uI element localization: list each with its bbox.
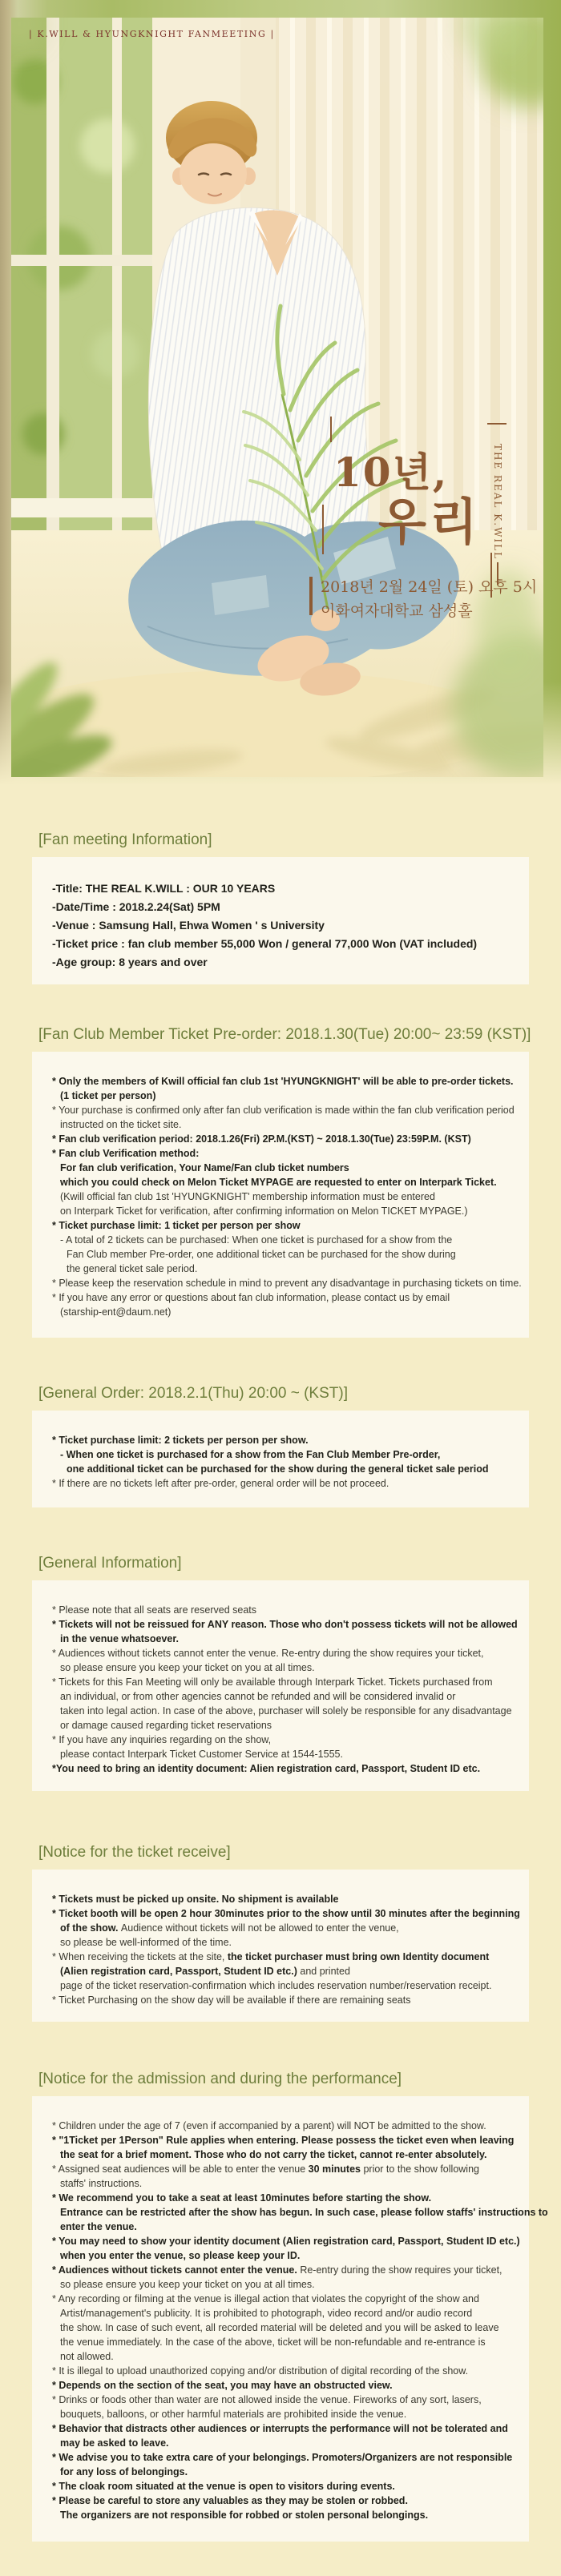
section-line: in the venue whatsoever.	[60, 1633, 179, 1644]
section-line: instructed on the ticket site.	[60, 1119, 182, 1130]
section-line: enter the venue.	[60, 2221, 137, 2232]
date-accent-bar	[309, 577, 313, 615]
section-heading: [Notice for the ticket receive]	[38, 1844, 231, 1861]
section-line: * Please note that all seats are reserved seats	[52, 1604, 257, 1616]
section-line: or damage caused regarding ticket reservations	[60, 1720, 272, 1731]
title-accent-mark	[322, 505, 324, 554]
section-heading: [Notice for the admission and during the performance]	[38, 2071, 402, 2087]
section-heading: [General Information]	[38, 1555, 182, 1572]
section-box	[32, 1411, 529, 1507]
section-line: bouquets, balloons, or other harmful materials are prohibited inside the venue.	[60, 2409, 407, 2420]
section-line: taken into legal action. In case of the above, purchaser will solely be responsible for any disadvantage	[60, 1705, 512, 1717]
section-line: Entrance can be restricted after the show has begun. In such case, please follow staffs' instructions to	[60, 2207, 548, 2218]
section-line: * Please be careful to store any valuables as they may be stolen or robbed.	[52, 2495, 408, 2506]
section-line: on Interpark Ticket for verification, after confirming information on Melon TICKET MYPAGE.)	[60, 1205, 468, 1217]
section-line: the seat for a brief moment. Those who do not carry the ticket, cannot re-enter absolutely.	[60, 2149, 487, 2160]
section-line: * Tickets will not be reissued for ANY reason. Those who don't possess tickets will not be allowed	[52, 1619, 518, 1630]
section-line: * Ticket purchase limit: 2 tickets per person per show.	[52, 1435, 309, 1446]
section-line: -Venue : Samsung Hall, Ehwa Women ' s University	[52, 919, 325, 932]
section-line: so please ensure you keep your ticket on you at all times.	[60, 1662, 315, 1673]
section-line: * Drinks or foods other than water are not allowed inside the venue. Fireworks of any sort, lasers,	[52, 2394, 482, 2405]
section-line: when you enter the venue, so please keep your ID.	[60, 2250, 301, 2261]
section-line: * Assigned seat audiences will be able to enter the venue 30 minutes prior to the show following	[52, 2163, 479, 2175]
section-line: * Audiences without tickets cannot enter the venue. Re-entry during the show requires your ticket,	[52, 2264, 502, 2276]
section-line: which you could check on Melon Ticket MYPAGE are requested to enter on Interpark Ticket.	[60, 1177, 497, 1188]
section-heading: [General Order: 2018.2.1(Thu) 20:00 ~ (KST)]	[38, 1385, 348, 1402]
section-box	[32, 857, 529, 984]
section-line: - When one ticket is purchased for a show from the Fan Club Member Pre-order,	[60, 1449, 441, 1460]
section-heading: [Fan meeting Information]	[38, 831, 212, 848]
section-line: the show. In case of such event, all recorded material will be deleted and you will be asked to leave	[60, 2322, 499, 2333]
section-line: * If you have any error or questions about fan club information, please contact us by email	[52, 1292, 450, 1303]
section-line: * It is illegal to upload unauthorized copying and/or distribution of digital recording of the show.	[52, 2365, 469, 2377]
section-line: -Title: THE REAL K.WILL : OUR 10 YEARS	[52, 882, 276, 895]
section-line: staffs' instructions.	[60, 2178, 143, 2189]
poster-side-title: THE REAL K.WILL	[492, 444, 503, 561]
section-line: the general ticket sale period.	[67, 1263, 198, 1274]
poster-title-line2: 우리	[378, 493, 481, 551]
section-line: * Behavior that distracts other audiences or interrupts the performance will not be tolerated and	[52, 2423, 508, 2434]
section-line: * We recommend you to take a seat at least 10minutes before starting the show.	[52, 2192, 432, 2204]
section-line: * Fan club verification period: 2018.1.26(Fri) 2P.M.(KST) ~ 2018.1.30(Tue) 23:59P.M. (KST)	[52, 1133, 471, 1145]
section-box	[32, 1052, 529, 1338]
section-line: * Children under the age of 7 (even if accompanied by a parent) will NOT be admitted to the show.	[52, 2120, 486, 2131]
section-line: (Kwill official fan club 1st 'HYUNGKNIGHT' membership information must be entered	[60, 1191, 435, 1202]
section-box	[32, 1580, 529, 1791]
section-heading: [Fan Club Member Ticket Pre-order: 2018.1.30(Tue) 20:00~ 23:59 (KST)]	[38, 1026, 531, 1043]
section-line: * "1Ticket per 1Person" Rule applies when entering. Please possess the ticket even when leaving	[52, 2135, 515, 2146]
section-line: * Please keep the reservation schedule in mind to prevent any disadvantage in purchasing tickets on time.	[52, 1278, 522, 1289]
poster-date-line1: 2018년 2월 24일 (토) 오후 5시	[321, 578, 538, 596]
section-line: The organizers are not responsible for robbed or stolen personal belongings.	[60, 2510, 429, 2521]
section-line: -Ticket price : fan club member 55,000 Won / general 77,000 Won (VAT included)	[52, 937, 478, 950]
section-line: so please ensure you keep your ticket on you at all times.	[60, 2279, 315, 2290]
fanmeeting-poster	[11, 18, 543, 777]
section-line: an individual, or from other agencies cannot be refunded and will be considered invalid or	[60, 1691, 456, 1702]
section-line: * Depends on the section of the seat, you may have an obstructed view.	[52, 2380, 393, 2391]
section-line: * You may need to show your identity document (Alien registration card, Passport, Student ID etc.)	[52, 2236, 520, 2247]
poster-title-line1: 10년,	[333, 449, 449, 496]
section-line: Fan Club member Pre-order, one additional ticket can be purchased for the show during	[67, 1249, 456, 1260]
section-line: * When receiving the tickets at the site, the ticket purchaser must bring own Identity document	[52, 1951, 490, 1962]
page-backdrop	[0, 0, 561, 793]
section-line: Artist/management's publicity. It is prohibited to photograph, video record and/or audio record	[60, 2308, 473, 2319]
section-line: * Audiences without tickets cannot enter the venue. Re-entry during the show requires your ticket,	[52, 1648, 484, 1659]
section-line: -Date/Time : 2018.2.24(Sat) 5PM	[52, 900, 220, 913]
poster-banner: | K.WILL & HYUNGKNIGHT FANMEETING |	[29, 29, 275, 39]
section-line: not allowed.	[60, 2351, 114, 2362]
section-line: the venue immediately. In the case of the above, ticket will be non-refundable and re-entrance is	[60, 2337, 486, 2348]
bottom-spacer	[0, 2542, 561, 2576]
section-line: For fan club verification, Your Name/Fan club ticket numbers	[60, 1162, 349, 1173]
section-line: * Tickets for this Fan Meeting will only be available through Interpark Ticket. Tickets purchased from	[52, 1676, 493, 1688]
title-accent-mark	[487, 423, 507, 425]
section-line: * Any recording or filming at the venue is illegal action that violates the copyright of the show and	[52, 2293, 479, 2304]
section-line: one additional ticket can be purchased for the show during the general ticket sale period	[67, 1463, 489, 1475]
section-line: * Only the members of Kwill official fan club 1st 'HYUNGKNIGHT' will be able to pre-order tickets.	[52, 1076, 514, 1087]
poster-photo	[11, 18, 543, 777]
section-line: of the show. Audience without tickets will not be allowed to enter the venue,	[60, 1922, 399, 1934]
section-line: * We advise you to take extra care of your belongings. Promoters/Organizers are not responsible	[52, 2452, 513, 2463]
section-line: * If there are no tickets left after pre-order, general order will be not proceed.	[52, 1478, 389, 1489]
section-line: * Tickets must be picked up onsite. No shipment is available	[52, 1894, 339, 1905]
section-line: * The cloak room situated at the venue is open to visitors during events.	[52, 2481, 395, 2492]
section-box	[32, 2096, 548, 2542]
section-line: * Ticket purchase limit: 1 ticket per person per show	[52, 1220, 301, 1231]
section-line: - A total of 2 tickets can be purchased: When one ticket is purchased for a show from the	[60, 1234, 453, 1246]
section-line: * Ticket booth will be open 2 hour 30minutes prior to the show until 30 minutes after the beginning	[52, 1908, 520, 1919]
section-line: * Ticket Purchasing on the show day will be available if there are remaining seats	[52, 1994, 411, 2006]
section-line: please contact Interpark Ticket Customer Service at 1544-1555.	[60, 1749, 343, 1760]
section-box	[32, 1870, 529, 2022]
section-line: * Your purchase is confirmed only after fan club verification is made within the fan club verification period	[52, 1105, 515, 1116]
title-accent-mark	[330, 417, 332, 442]
section-line: so please be well-informed of the time.	[60, 1937, 232, 1948]
content	[0, 830, 561, 2542]
section-line: *You need to bring an identity document: Alien registration card, Passport, Student ID etc.	[52, 1763, 481, 1774]
section-line: page of the ticket reservation-confirmation which includes reservation number/reservation receipt.	[60, 1980, 492, 1991]
poster-date-line2: 이화여자대학교 삼성홀	[321, 602, 473, 620]
section-line: * Fan club Verification method:	[52, 1148, 200, 1159]
section-line: * If you have any inquiries regarding on the show,	[52, 1734, 272, 1745]
section-line: for any loss of belongings.	[60, 2466, 188, 2477]
section-line: (1 ticket per person)	[60, 1090, 156, 1101]
section-line: (Alien registration card, Passport, Student ID etc.) and printed	[60, 1966, 350, 1977]
section-line: may be asked to leave.	[60, 2437, 169, 2449]
section-line: (starship-ent@daum.net)	[60, 1306, 172, 1318]
section-line: -Age group: 8 years and over	[52, 956, 208, 968]
